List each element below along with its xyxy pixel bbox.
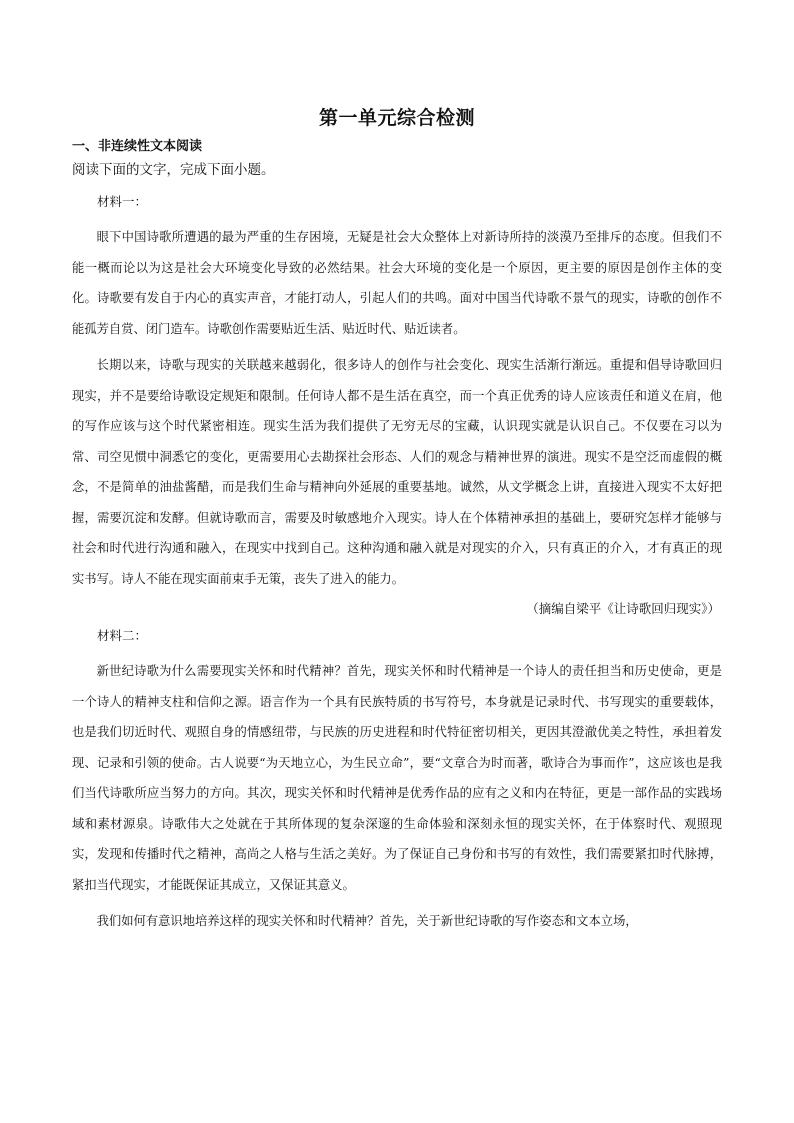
material-two-paragraph: 新世纪诗歌为什么需要现实关怀和时代精神？首先，现实关怀和时代精神是一个诗人的责任担当和历史使命，更是一个诗人的精神支柱和信仰之源。语言作为一个具有民族特质的书写符号，本身就是记录时代、书写现实的重要载体，也是我们切近时代、观照自身的情感纽带，与民族的历史进程和时代特征密切相关，更因其澄澈优美之特性，承担着发现、记录和引领的使命。古人说要“为天地立心，为生民立命”，要“文章合为时而著，歌诗合为事而作”，这应该也是我们当代诗歌所应当努力的方向。其次，现实关怀和时代精神是优秀作品的应有之义和内在特征，更是一部作品的实践场域和素材源泉。诗歌伟大之处就在于其所体现的复杂深邃的生命体验和深刻永恒的现实关怀，在于体察时代、观照现实，发现和传播时代之精神，高尚之人格与生活之美好。为了保证自己身份和书写的有效性，我们需要紧扣时代脉搏，紧扣当代现实，才能既保证其成立，又保证其意义。 [72, 664, 722, 892]
material-one-paragraph: 眼下中国诗歌所遭遇的最为严重的生存困境，无疑是社会大众整体上对新诗所持的淡漠乃至排斥的态度。但我们不能一概而论以为这是社会大环境变化导致的必然结果。社会大环境的变化是一个原因，更主要的原因是创作主体的变化。诗歌要有发自于内心的真实声音，才能打动人，引起人们的共鸣。面对中国当代诗歌不景气的现实，诗歌的创作不能孤芳自赏、闭门造车。诗歌创作需要贴近生活、贴近时代、贴近读者。 [72, 230, 722, 336]
material-two-label: 材料二： [97, 628, 148, 643]
material-one-source: （摘编自梁平《让诗歌回归现实》） [526, 601, 720, 616]
reading-instruction: 阅读下面的文字，完成下面小题。 [72, 162, 275, 178]
material-one-paragraph: 长期以来，诗歌与现实的关联越来越弱化，很多诗人的创作与社会变化、现实生活渐行渐远。重提和倡导诗歌回归现实，并不是要给诗歌设定规矩和限制。任何诗人都不是生活在真空，而一个真正优秀的诗人应该责任和道义在肩，他的写作应该与这个时代紧密相连。现实生活为我们提供了无穷无尽的宝藏，认识现实就是认识自己。不仅要在习以为常、司空见惯中洞悉它的变化，更需要用心去勘探社会形态、人们的观念与精神世界的演进。现实不是空泛而虚假的概念，不是简单的油盐酱醋，而是我们生命与精神向外延展的重要基地。诚然，从文学概念上讲，直接进入现实不太好把握，需要沉淀和发酵。但就诗歌而言，需要及时敏感地介入现实。诗人在个体精神承担的基础上，要研究怎样才能够与社会和时代进行沟通和融入，在现实中找到自己。这种沟通和融入就是对现实的介入，只有真正的介入，才有真正的现实书写。诗人不能在现实面前束手无策，丧失了进入的能力。 [72, 358, 722, 586]
material-two-paragraph: 我们如何有意识地培养这样的现实关怀和时代精神？首先，关于新世纪诗歌的写作姿态和文本立场， [96, 914, 638, 928]
page-title: 第一单元综合检测 [318, 107, 475, 129]
material-one-label: 材料一： [97, 194, 148, 209]
section-heading: 一、非连续性文本阅读 [72, 139, 203, 154]
